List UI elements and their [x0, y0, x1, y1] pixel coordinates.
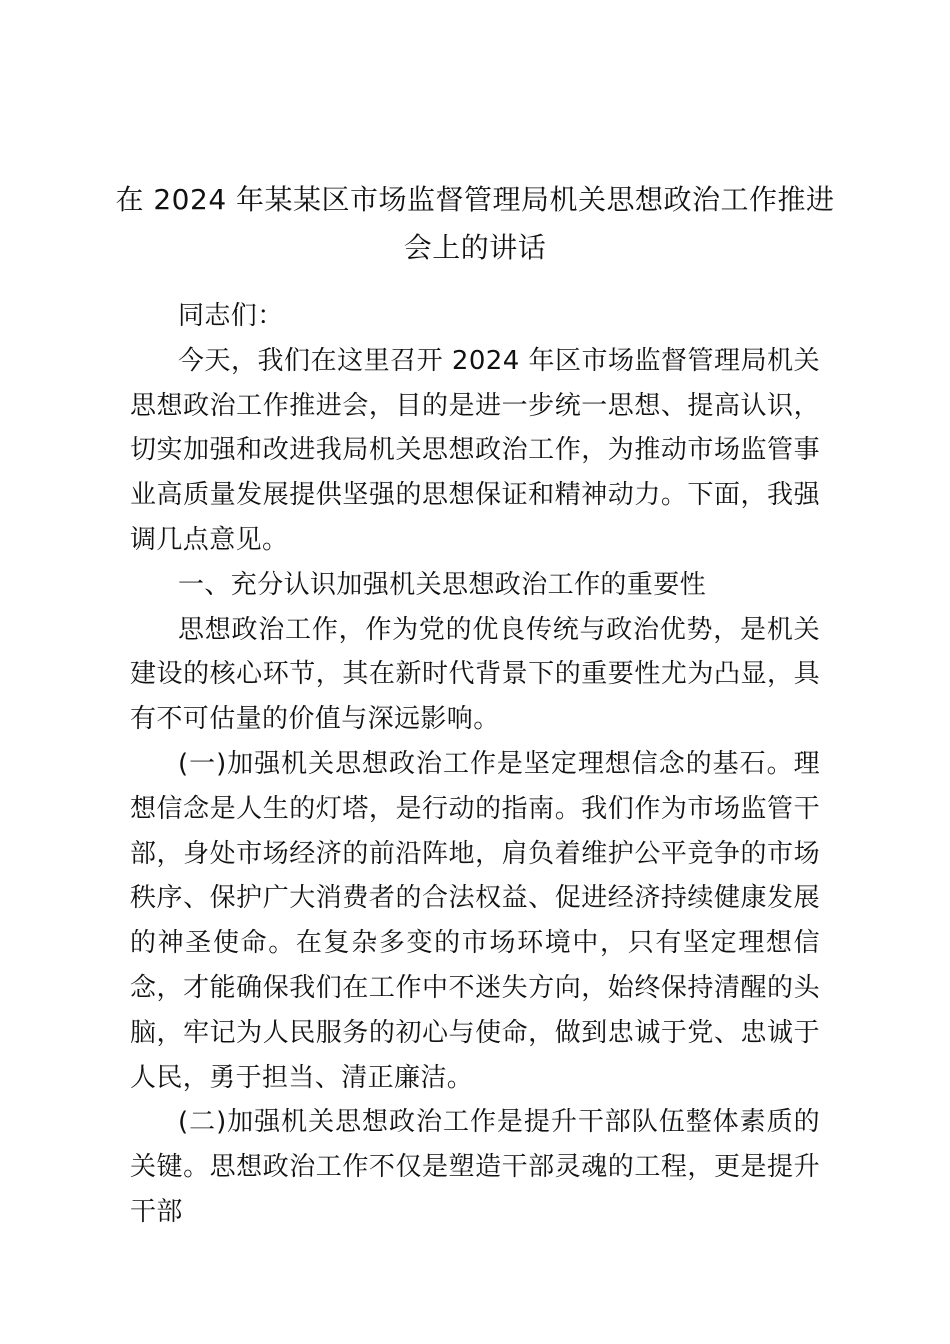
document-body	[130, 294, 820, 1235]
paragraph-subsection-1: (一)加强机关思想政治工作是坚定理想信念的基石。理想信念是人生的灯塔，是行动的指南。我们作为市场监管干部，身处市场经济的前沿阵地，肩负着维护公平竞争的市场秩序、保护广大消费者的合法权益、促进经济持续健康发展的神圣使命。在复杂多变的市场环境中，只有坚定理想信念，才能确保我们在工作中不迷失方向，始终保持清醒的头脑，牢记为人民服务的初心与使命，做到忠诚于党、忠诚于人民，勇于担当、清正廉洁。	[130, 748, 820, 1093]
document-title: 在 2024 年某某区市场监督管理局机关思想政治工作推进会上的讲话	[115, 183, 835, 264]
salutation: 同志们：	[178, 301, 284, 331]
paragraph-section-1: 思想政治工作，作为党的优良传统与政治优势，是机关建设的核心环节，其在新时代背景下的重要性尤为凸显，具有不可估量的价值与深远影响。	[130, 614, 820, 735]
paragraph-intro: 今天，我们在这里召开 2024 年区市场监督管理局机关思想政治工作推进会，目的是进一步统一思想、提高认识，切实加强和改进我局机关思想政治工作，为推动市场监管事业高质量发展提供坚强的思想保证和精神动力。下面，我强调几点意见。	[130, 345, 820, 555]
paragraph-subsection-2: (二)加强机关思想政治工作是提升干部队伍整体素质的关键。思想政治工作不仅是塑造干部灵魂的工程，更是提升干部	[130, 1107, 820, 1227]
section-heading-1: 一、充分认识加强机关思想政治工作的重要性	[178, 569, 707, 600]
